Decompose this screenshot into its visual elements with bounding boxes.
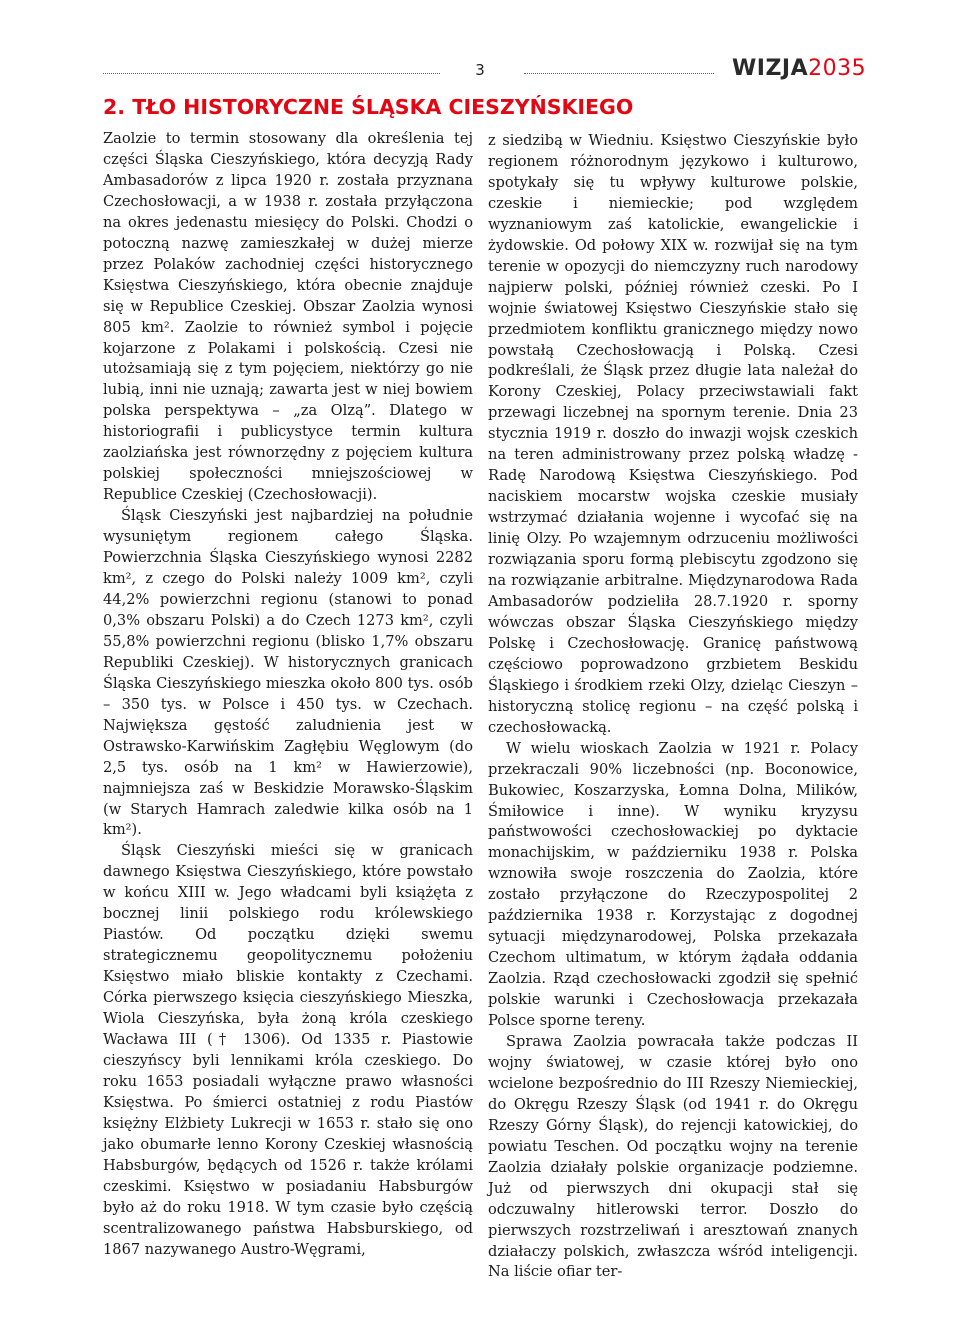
left-paragraph-1: Zaolzie to termin stosowany dla określenia tej części Śląska Cieszyńskiego, która decyzją Rady Ambasadorów z lipca 1920 r. została przyznana Czechosłowacji, a w 1938 r. została przyłączona na okres jedenastu miesięcy do Polski. Chodzi o potoczną nazwę zamieszkałej w dużej mierze przez Polaków zachodniej części historycznego Księstwa Cieszyńskiego, która obecnie znajduje się w Republice Czeskiej. Obszar Zaolzia wynosi 805 km². Zaolzie to również symbol i pojęcie kojarzone z Polakami i polskością. Czesi nie utożsamiają się z tym pojęciem, niektórzy go nie lubią, inni nie uznają; zawarta jest w niej bowiem polska perspektywa – „za Olzą”. Dlatego w historiografii i publicystyce termin kultura zaolziańska jest równorzędny z pojęciem kultura polskiej społeczności mniejszościowej w Republice Czeskiej (Czechosłowacji). (103, 130, 473, 504)
right-paragraph-1: z siedzibą w Wiedniu. Księstwo Cieszyńskie było regionem różnorodnym językowo i kulturowo, spotykały się tu wpływy kulturowe polskie, czeskie i niemieckie; pod względem wyznaniowym zaś katolickie, ewangelickie i żydowskie. Od połowy XIX w. rozwijał się na tym terenie w opozycji do niemczyzny ruch narodowy najpierw polski, później również czeski. Po I wojnie światowej Księstwo Cieszyńskie stało się przedmiotem konfliktu granicznego między nowo powstałą Czechosłowacją i Polską. Czesi podkreślali, że Śląsk przez długie lata należał do Korony Czeskiej, Polacy przeciwstawiali fakt przewagi liczebnej na spornym terenie. Dnia 23 stycznia 1919 r. doszło do inwazji wojsk czeskich na teren administrowany przez polską władzę - Radę Narodową Księstwa Cieszyńskiego. Pod naciskiem mocarstw wojska czeskie musiały wstrzymać działania wojenne i wycofać się na linię Olzy. Po wzajemnym odrzuceniu możliwości rozwiązania sporu formą plebiscytu zgodzono się na rozwiązanie arbitralne. Międzynarodowa Rada Ambasadorów podzieliła 28.7.1920 r. sporny wówczas obszar Śląska Cieszyńskiego między Polskę i Czechosłowację. Granicę państwową częściowo poprowadzono grzbietem Beskidu Śląskiego i środkiem rzeki Olzy, dzieląc Cieszyn – historyczną stolicę regionu – na część polską i czechosłowacką. (488, 132, 858, 736)
logo-year: 2035 (808, 56, 867, 81)
right-column (488, 131, 858, 1283)
section-title: 2. TŁO HISTORYCZNE ŚLĄSKA CIESZYŃSKIEGO (103, 95, 634, 119)
header-rule-left (103, 73, 440, 74)
right-paragraph-3: Sprawa Zaolzia powracała także podczas II wojny światowej, w czasie której było ono wcielone bezpośrednio do III Rzeszy Niemieckiej, do Okręgu Rzeszy Śląsk (od 1941 r. do Okręgu Rzeszy Górny Śląsk), do rejencji katowickiej, do powiatu Teschen. Od początku wojny na terenie Zaolzia działały polskie organizacje podziemne. Już od pierwszych dni okupacji stał się odczuwalny hitlerowski terror. Doszło do pierwszych rozstrzeliwań i aresztowań znanych działaczy polskich, zwłaszcza wśród inteligencji. Na liście ofiar ter- (488, 1032, 858, 1281)
logo-word: WIZJA (732, 56, 809, 81)
left-paragraph-2: Śląsk Cieszyński jest najbardziej na południe wysuniętym regionem całego Śląska. Powierzchnia Śląska Cieszyńskiego wynosi 2282 km², z czego do Polski należy 1009 km², czyli 44,2% powierzchni regionu (stanowi to ponad 0,3% obszaru Polski) a do Czech 1273 km², czyli 55,8% powierzchni regionu (blisko 1,7% obszaru Republiki Czeskiej). W historycznych granicach Śląska Cieszyńskiego mieszka około 800 tys. osób – 350 tys. w Polsce i 450 tys. w Czechach. Największa gęstość zaludnienia jest w Ostrawsko-Karwińskim Zagłębiu Węglowym (do 2,5 tys. osób na 1 km² w Hawierzowie), najmniejsza zaś w Beskidzie Morawsko-Śląskim (w Starych Hamrach zaledwie kilka osób na 1 km²). (103, 507, 473, 839)
right-paragraph-2: W wielu wioskach Zaolzia w 1921 r. Polacy przekraczali 90% liczebności (np. Boconowice, Bukowiec, Koszarzyska, Łomna Dolna, Milików, Śmiłowice i inne). W wyniku kryzysu państwowości czechosłowackiej po dyktacie monachijskim, w październiku 1938 r. Polska wznowiła swoje roszczenia do Zaolzia, które zostało przyłączone do Rzeczypospolitej 2 października 1938 r. Korzystając z dogodnej sytuacji międzynarodowej, Polska przekazała Czechom ultimatum, w którym żądała oddania Zaolzia. Rząd czechosłowacki zgodził się spełnić polskie warunki i Czechosłowacja przekazała Polsce sporne tereny. (488, 739, 858, 1030)
left-paragraph-3: Śląsk Cieszyński mieści się w granicach dawnego Księstwa Cieszyńskiego, które powstało w końcu XIII w. Jego władcami byli książęta z bocznej linii polskiego rodu królewskiego Piastów. Od początku dzięki swemu strategicznemu geopolitycznemu położeniu Księstwo miało bliskie kontakty z Czechami. Córka pierwszego księcia cieszyńskiego Mieszka, Wiola Cieszyńska, była żoną króla czeskiego Wacława III († 1306). Od 1335 r. Piastowie cieszyńscy byli lennikami króla czeskiego. Do roku 1653 posiadali wyłączne prawo własności Księstwa. Po śmierci ostatniej z rodu Piastów księżny Elżbiety Lukrecji w 1653 r. stało się ono jako obumarłe lenno Korony Czeskiej własnością Habsburgów, będących od 1526 r. także królami czeskimi. Księstwo w posiadaniu Habsburgów było aż do roku 1918. W tym czasie było częścią scentralizowanego państwa Habsburskiego, od 1867 nazywanego Austro-Węgrami, (103, 842, 473, 1258)
wizja-2035-logo (732, 56, 866, 81)
left-column (103, 129, 473, 1260)
page-number: 3 (475, 61, 485, 79)
header-rule-right (524, 73, 714, 74)
